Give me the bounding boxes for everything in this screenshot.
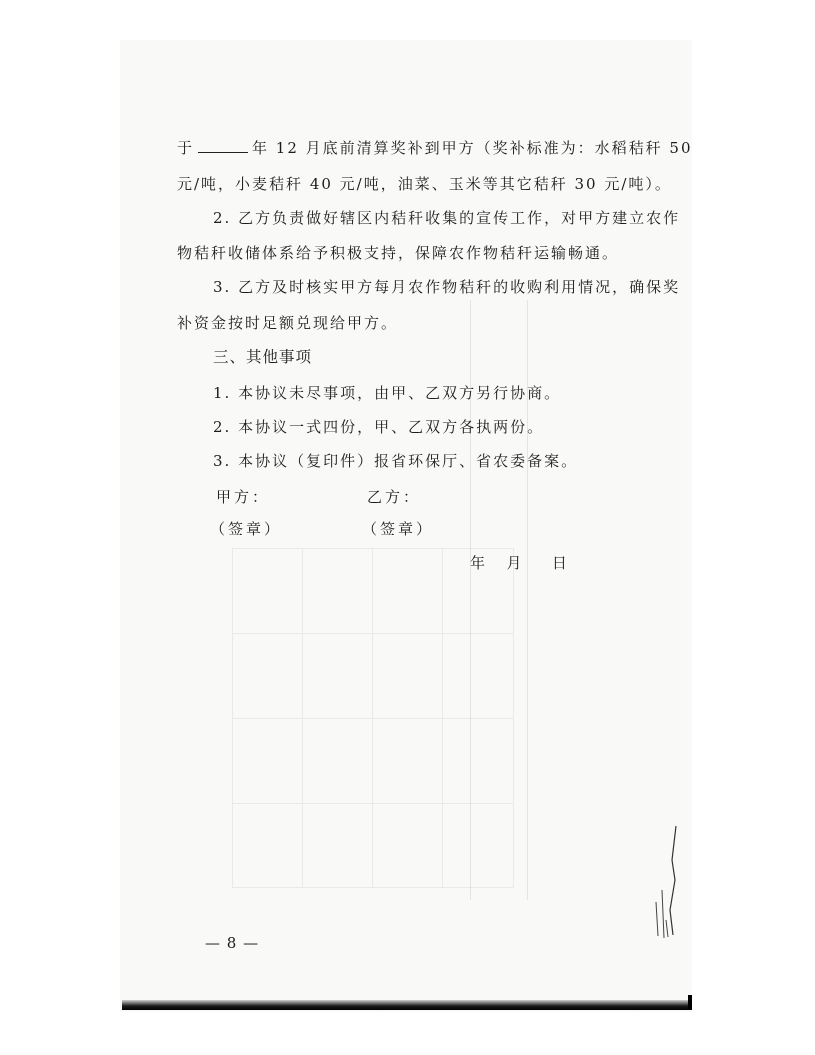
para1-suffix: 年 12 月底前清算奖补到甲方（奖补标准为：水稻秸秆 50 (252, 139, 693, 157)
item-2: 2. 本协议一式四份，甲、乙双方各执两份。 (213, 418, 545, 436)
para1-line1 (177, 138, 693, 158)
item-1: 1. 本协议未尽事项，由甲、乙双方另行协商。 (213, 384, 562, 402)
para3-line1: 3. 乙方及时核实甲方每月农作物秸秆的收购利用情况，确保奖 (213, 278, 681, 296)
para2-line1: 2. 乙方负责做好辖区内秸秆收集的宣传工作，对甲方建立农作 (213, 209, 681, 227)
bleed-through-table (232, 548, 514, 888)
party-a-label: 甲方： (216, 488, 271, 506)
scan-corner-edge (688, 995, 692, 1010)
para1-prefix: 于 (177, 139, 195, 157)
para3-line2: 补资金按时足额兑现给甲方。 (177, 314, 399, 332)
party-b-label: 乙方： (367, 488, 422, 506)
item-3: 3. 本协议（复印件）报省环保厅、省农委备案。 (213, 452, 579, 470)
para1-line2: 元/吨，小麦秸秆 40 元/吨，油菜、玉米等其它秸秆 30 元/吨）。 (177, 175, 672, 193)
party-a-seal: （签章） (210, 520, 283, 538)
scan-bottom-edge (122, 1000, 692, 1010)
para2-line2: 物秸秆收储体系给予积极支持，保障农作物秸秆运输畅通。 (177, 244, 620, 262)
year-blank (198, 138, 248, 153)
page-number: — 8 — (205, 934, 260, 952)
date-line: 年 月 日 (470, 554, 571, 572)
margin-scribble (650, 820, 686, 940)
section-heading-other-matters: 三、其他事项 (213, 348, 313, 366)
party-b-seal: （签章） (362, 520, 435, 538)
